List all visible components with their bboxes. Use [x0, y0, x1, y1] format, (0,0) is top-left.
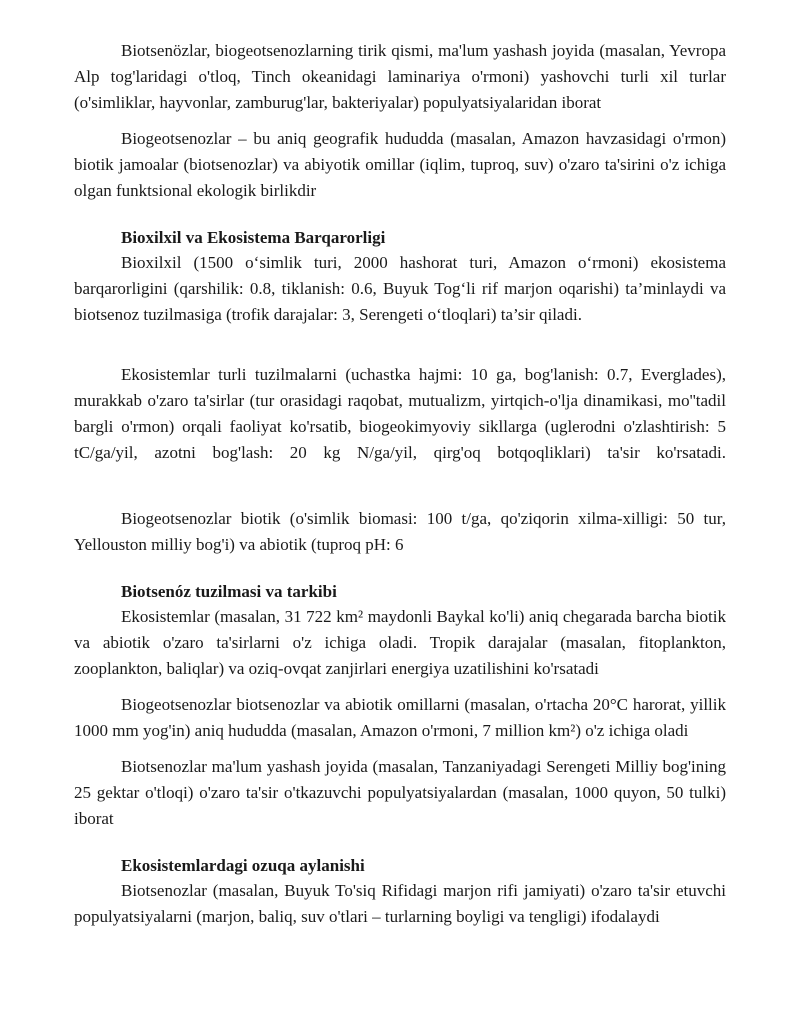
- document-page: [74, 38, 726, 930]
- paragraph-ekosistemlar-baykal: Ekosistemlar (masalan, 31 722 km² maydonli Baykal ko'li) aniq chegarada barcha biotik va abiotik o'zaro ta'sirlarni o'z ichiga oladi. Tropik darajalar (masalan, fitoplankton, zooplankton, baliqlar) va oziq-ovqat zanjirlari energiya uzatilishini ko'rsatadi: [74, 607, 726, 678]
- paragraph-biotsenozlar-intro: Biotsenözlar, biogeotsenozlarning tirik qismi, ma'lum yashash joyida (masalan, Yevropa Alp tog'laridagi o'tloq, Tinch okeanidagi laminariya o'rmoni) yashovchi turli xil turlar (o'simliklar, hayvonlar, zamburug'lar, bakteriyalar) populyatsiyalaridan iborat: [74, 41, 726, 112]
- heading-biotsenoz-tuzilmasi: Biotsenóz tuzilmasi va tarkibi: [121, 582, 337, 601]
- paragraph-marjon-rifi: Biotsenozlar (masalan, Buyuk To'siq Rifidagi marjon rifi jamiyati) o'zaro ta'sir etuvchi populyatsiyalarni (marjon, baliq, suv o'tlari – turlarning boyligi va tengligi) ifodalaydi: [74, 881, 726, 926]
- paragraph-biogeotsenozlar-definition: Biogeotsenozlar – bu aniq geografik hududda (masalan, Amazon havzasidagi o'rmon) biotik jamoalar (biotsenozlar) va abiyotik omillar (iqlim, tuproq, suv) o'zaro ta'sirini o'z ichiga olgan funktsional ekologik birlikdir: [74, 129, 726, 200]
- paragraph-ekosistemlar-tuzilmalari: Ekosistemlar turli tuzilmalarni (uchastka hajmi: 10 ga, bog'lanish: 0.7, Everglades), murakkab o'zaro ta'sirlar (tur orasidagi raqobat, mutualizm, yirtqich-o'lja dinamikasi, mo''tadil bargli o'rmon) orqali faoliyat ko'rsatib, biogeokimyoviy sikllarga (uglerodni o'zlashtirish: 5 tC/ga/yil, azotni bog'lash: 20 kg N/ga/yil, qirg'oq botqoqliklari) ta'sir ko'rsatadi.: [74, 365, 726, 462]
- paragraph-biogeotsenozlar-abiotik: Biogeotsenozlar biotsenozlar va abiotik omillarni (masalan, o'rtacha 20°C harorat, yillik 1000 mm yog'in) aniq hududda (masalan, Amazon o'rmoni, 7 million km²) o'z ichiga oladi: [74, 695, 726, 740]
- paragraph-bioxilxil: Bioxilxil (1500 o‘simlik turi, 2000 hashorat turi, Amazon o‘rmoni) ekosistema barqarorligini (qarshilik: 0.8, tiklanish: 0.6, Buyuk Tog‘li rif marjon oqarishi) ta’minlaydi va biotsenoz tuzilmasiga (trofik darajalar: 3, Serengeti o‘tloqlari) ta’sir qiladi.: [74, 253, 726, 324]
- paragraph-biogeotsenozlar-biotik: Biogeotsenozlar biotik (o'simlik biomasi: 100 t/ga, qo'ziqorin xilma-xilligi: 50 tur, Yellouston milliy bog'i) va abiotik (tuproq pH: 6: [74, 509, 726, 554]
- heading-ozuqa-aylanishi: Ekosistemlardagi ozuqa aylanishi: [121, 856, 365, 875]
- paragraph-biotsenozlar-serengeti: Biotsenozlar ma'lum yashash joyida (masalan, Tanzaniyadagi Serengeti Milliy bog'ining 25 gektar o'tloqi) o'zaro ta'sir o'tkazuvchi populyatsiyalardan (masalan, 1000 quyon, 50 tulki) iborat: [74, 757, 726, 828]
- heading-bioxilxil: Bioxilxil va Ekosistema Barqarorligi: [121, 228, 386, 247]
